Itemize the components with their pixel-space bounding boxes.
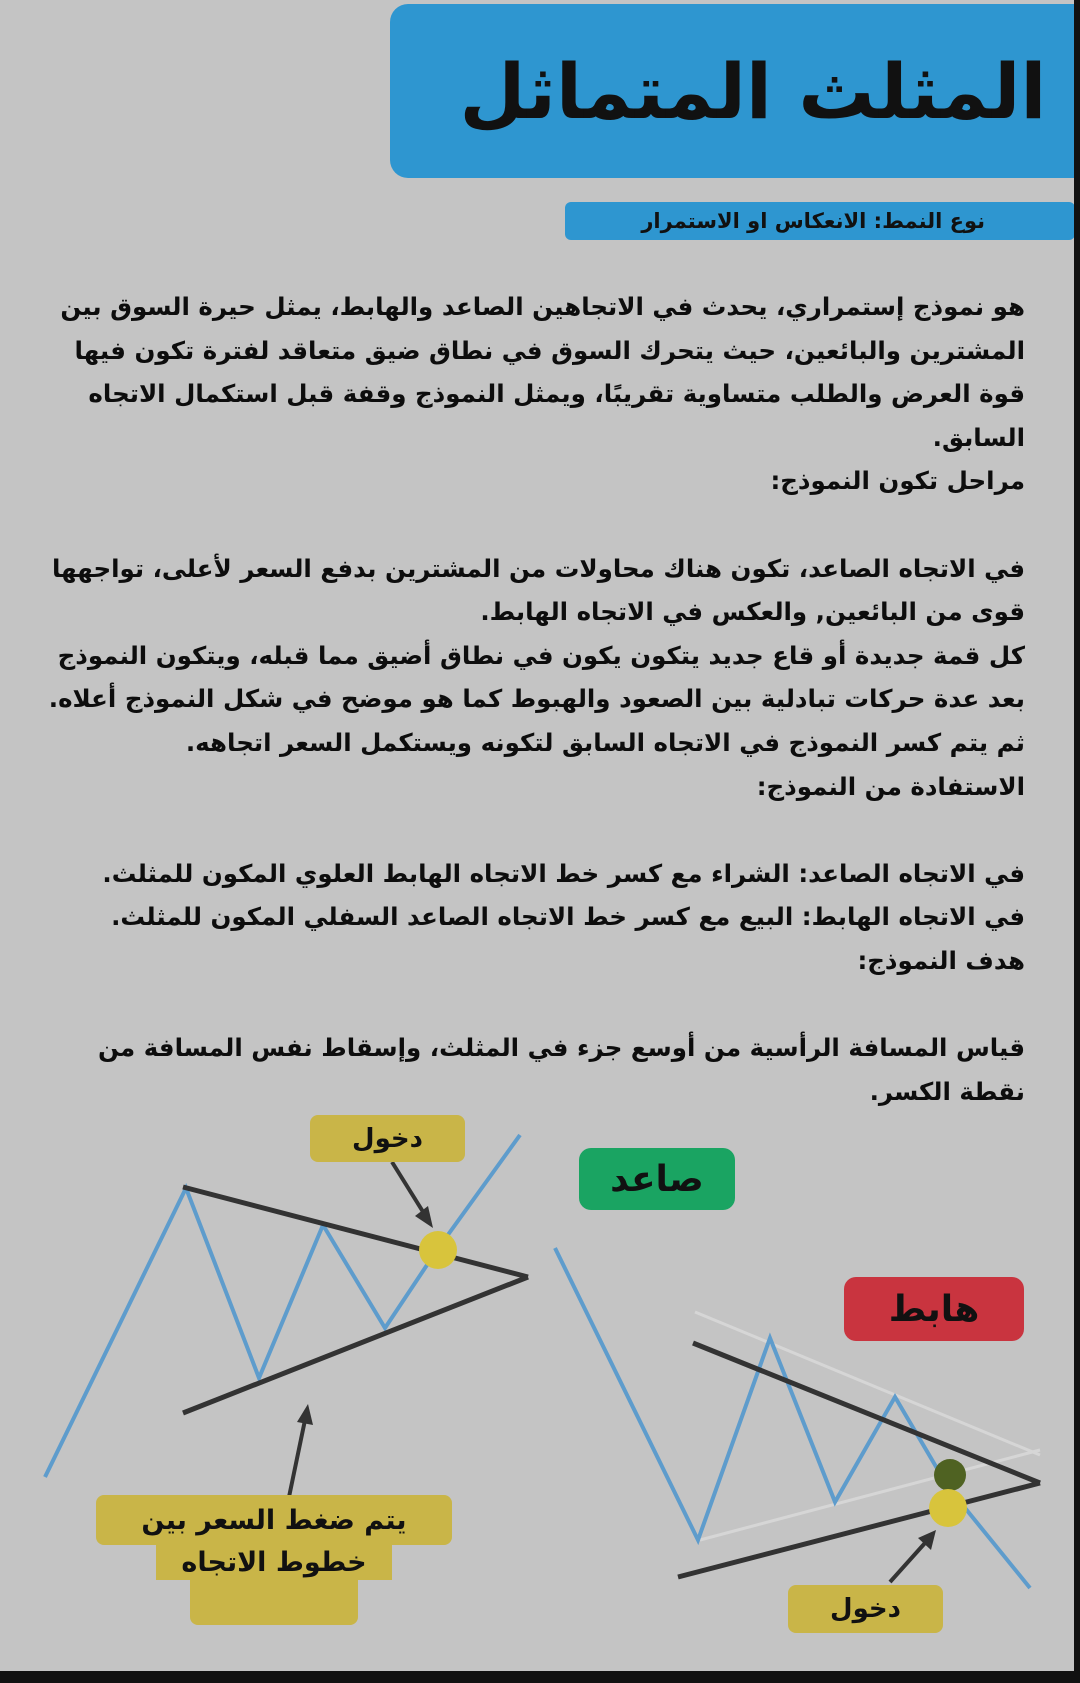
downtrend-entry-label: دخول <box>788 1585 943 1633</box>
paragraph-uptrend-attempts: في الاتجاه الصاعد، تكون هناك محاولات من المشترين بدفع السعر لأعلى، تواجهها قوى من البائعين, والعكس في الاتجاه الهابط. <box>51 553 1025 627</box>
downtrend-entry-dot <box>929 1489 967 1527</box>
paragraph-target-rule: قياس المسافة الرأسية من أوسع جزء في المثلث، وإسقاط نفس المسافة من نقطة الكسر. <box>97 1033 1025 1106</box>
downtrend-dark-dot <box>934 1459 966 1491</box>
uptrend-lower-trendline <box>183 1277 528 1413</box>
heading-formation-stages: مراحل تكون النموذج: <box>770 466 1025 496</box>
squeeze-arrow <box>289 1420 305 1497</box>
downtrend-entry-arrow <box>890 1543 925 1582</box>
pattern-type-banner <box>565 202 1075 240</box>
heading-target: هدف النموذج: <box>857 945 1025 975</box>
uptrend-entry-label: دخول <box>310 1115 465 1162</box>
uptrend-label: صاعد <box>579 1148 735 1210</box>
paragraph-sell-rule: في الاتجاه الهابط: البيع مع كسر خط الاتجاه الصاعد السفلي المكون للمثلث. <box>111 902 1025 932</box>
description-text <box>40 285 1025 1113</box>
uptrend-upper-trendline <box>183 1187 528 1277</box>
right-edge-bar <box>1074 0 1080 1683</box>
heading-usage: الاستفادة من النموذج: <box>756 771 1025 801</box>
paragraph-narrowing: كل قمة جديدة أو قاع جديد يتكون يكون في نطاق أضيق مما قبله، ويتكون النموذج بعد عدة حركات تبادلية بين الصعود والهبوط كما هو موضح في شكل النموذج أعلاه. <box>48 640 1025 714</box>
paragraph-buy-rule: في الاتجاه الصاعد: الشراء مع كسر خط الاتجاه الهابط العلوي المكون للمثلث. <box>102 858 1025 888</box>
squeeze-label: يتم ضغط السعر بين خطوط الاتجاه <box>141 1505 407 1578</box>
paragraph-definition: هو نموذج إستمراري، يحدث في الاتجاهين الصاعد والهابط، يمثل حيرة السوق بين المشترين والبائعين، حيث يتحرك السوق في نطاق ضيق متعاقد لفترة تكون فيها قوة العرض والطلب متساوية تقريبًا، ويمثل النموذج وقفة قبل استكمال الاتجاه السابق. <box>60 292 1025 452</box>
uptrend-entry-dot <box>419 1231 457 1269</box>
downtrend-label: هابط <box>844 1277 1024 1341</box>
pattern-type-text: نوع النمط: الانعكاس او الاستمرار <box>641 209 985 233</box>
page-title: المثلث المتماثل <box>459 46 1047 136</box>
title-banner <box>390 4 1076 178</box>
uptrend-entry-arrowhead <box>415 1206 433 1228</box>
squeeze-arrowhead <box>297 1404 313 1425</box>
bottom-edge-bar <box>0 1671 1080 1683</box>
paragraph-breakout: ثم يتم كسر النموذج في الاتجاه السابق لتكونه ويستكمل السعر اتجاهه. <box>185 727 1025 757</box>
uptrend-pattern <box>45 1135 528 1497</box>
uptrend-entry-arrow <box>392 1162 425 1215</box>
